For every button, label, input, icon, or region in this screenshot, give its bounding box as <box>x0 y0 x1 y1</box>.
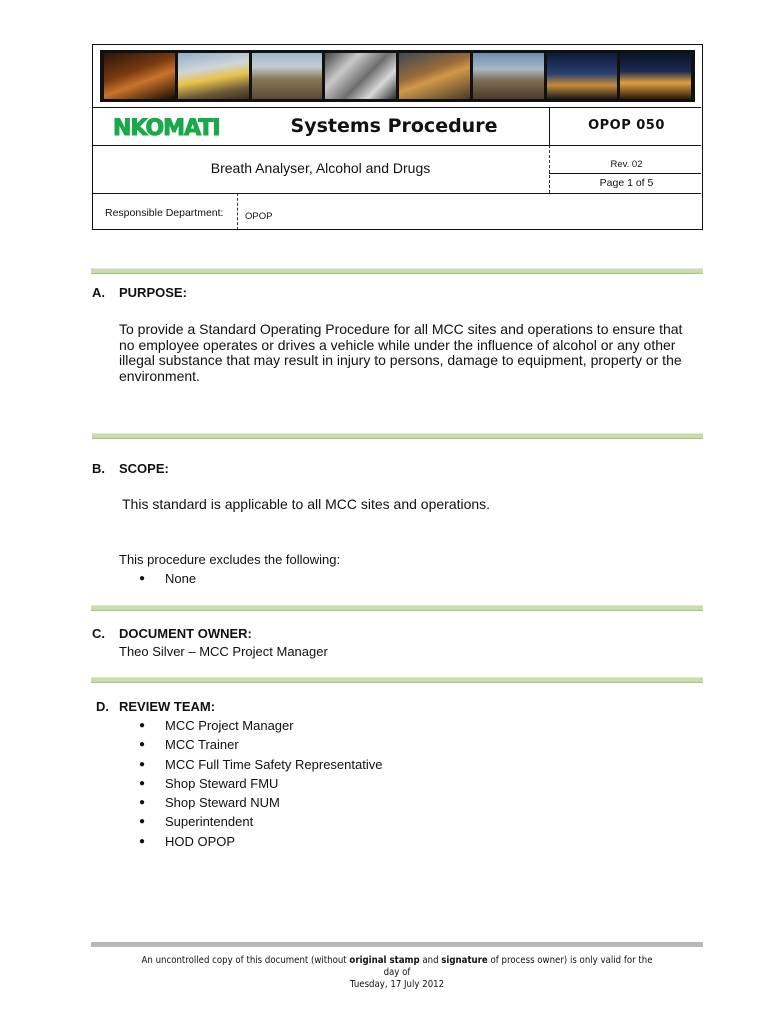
list-item: ● None <box>119 569 196 588</box>
purpose-line: To provide a Standard Operating Procedure for all MCC sites and operations to ensure that <box>119 321 683 337</box>
section-rule <box>92 433 703 439</box>
purpose-line: environment. <box>119 367 200 384</box>
section-rule <box>91 268 703 274</box>
responsible-department-value: OPOP <box>245 211 273 222</box>
banner-photo-conveyor <box>473 53 544 99</box>
header-divider <box>549 107 550 145</box>
banner-photo-mine-night <box>104 53 175 99</box>
nkomati-logo <box>113 112 237 144</box>
scope-statement: This standard is applicable to all MCC sites and operations. <box>122 496 491 512</box>
document-code: OPOP 050 <box>588 118 665 133</box>
bullet-icon: ● <box>139 777 146 789</box>
purpose-line: illegal substance that may result in injury to persons, damage to equipment, property or the <box>119 352 682 368</box>
list-item: ● Shop Steward NUM <box>119 793 382 812</box>
list-item: ● MCC Trainer <box>119 735 382 754</box>
banner-photo-plant-night <box>620 53 691 99</box>
bullet-icon: ● <box>139 758 146 770</box>
section-heading-purpose <box>92 285 187 301</box>
header-divider <box>237 193 238 230</box>
list-item: ● HOD OPOP <box>119 832 382 851</box>
section-letter: D. <box>96 699 109 714</box>
section-heading-scope <box>92 461 169 477</box>
section-letter: A. <box>92 285 105 300</box>
responsible-department-label: Responsible Department: <box>105 207 224 219</box>
section-title: PURPOSE: <box>119 285 187 300</box>
review-team-list <box>119 716 382 851</box>
purpose-line: no employee operates or drives a vehicle while under the influence of alcohol or any other <box>119 336 676 353</box>
bullet-icon: ● <box>139 573 146 584</box>
document-title: Systems Procedure <box>290 115 498 137</box>
section-heading-owner <box>92 626 252 642</box>
bullet-icon: ● <box>139 835 146 847</box>
purpose-text <box>119 322 709 384</box>
section-rule <box>91 605 703 611</box>
uncontrolled-copy-notice <box>134 955 660 991</box>
header-divider <box>549 145 550 193</box>
document-owner-value: Theo Silver – MCC Project Manager <box>119 644 328 659</box>
footer-line: An uncontrolled copy of this document (without original stamp and signature of process owner) is only valid for the day of <box>141 955 653 978</box>
section-title: DOCUMENT OWNER: <box>119 626 252 641</box>
header-divider <box>93 145 701 146</box>
footer-date: Tuesday, 17 July 2012 <box>349 979 445 990</box>
list-item: ● Shop Steward FMU <box>119 774 382 793</box>
banner-photo-plant <box>252 53 323 99</box>
section-title: SCOPE: <box>119 461 169 476</box>
document-subject: Breath Analyser, Alcohol and Drugs <box>210 160 431 176</box>
scope-excludes-list <box>119 569 196 588</box>
banner-photo-mill <box>325 53 396 99</box>
section-title: REVIEW TEAM: <box>119 699 216 714</box>
revision-number: Rev. 02 <box>610 159 643 170</box>
list-item: ● MCC Project Manager <box>119 716 382 735</box>
logo-wordmark: NKOMATI <box>113 115 220 141</box>
section-rule <box>91 677 703 683</box>
header-divider <box>93 107 701 108</box>
footer-rule <box>91 942 703 947</box>
section-heading-review-team <box>96 699 215 715</box>
banner-photo-haul-truck <box>178 53 249 99</box>
bullet-icon: ● <box>139 816 146 828</box>
list-item: ● Superintendent <box>119 812 382 831</box>
page-number: Page 1 of 5 <box>599 177 654 189</box>
bullet-icon: ● <box>139 797 146 809</box>
list-item: ● MCC Full Time Safety Representative <box>119 755 382 774</box>
bullet-icon: ● <box>139 739 146 751</box>
header-photo-banner <box>100 50 695 102</box>
header-divider <box>93 193 701 194</box>
document-header <box>92 44 703 230</box>
banner-photo-workshop <box>399 53 470 99</box>
banner-photo-headframe <box>547 53 618 99</box>
scope-excludes-label: This procedure excludes the following: <box>119 552 341 567</box>
section-letter: B. <box>92 461 105 476</box>
bullet-icon: ● <box>139 720 146 731</box>
section-letter: C. <box>92 626 105 641</box>
